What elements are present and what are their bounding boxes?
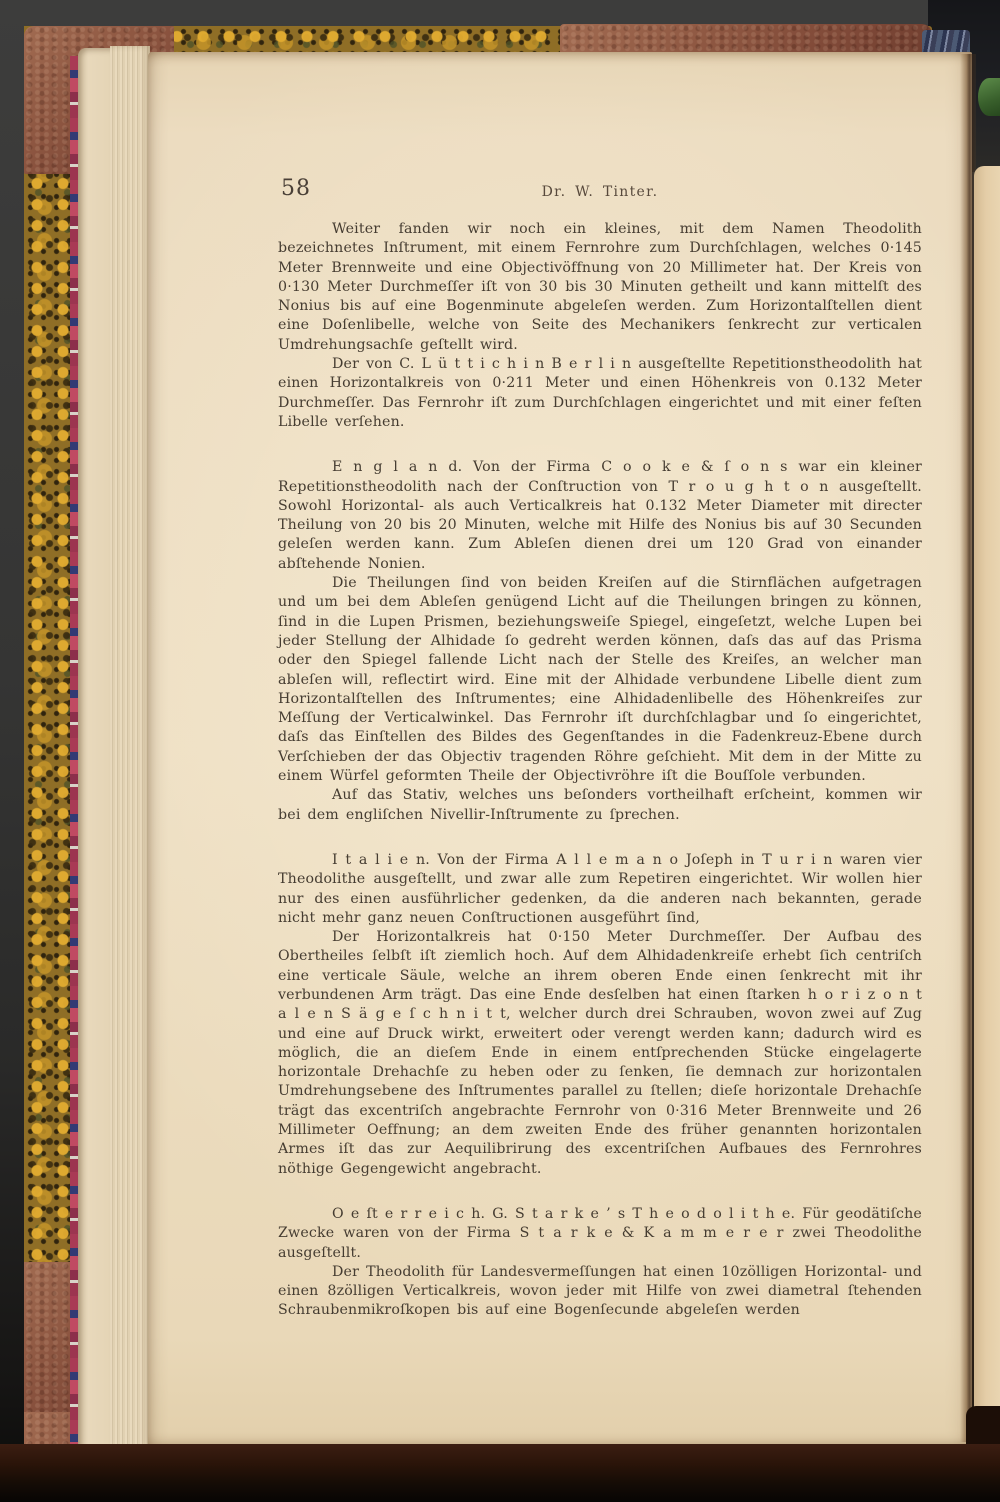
running-header: Dr. W. Tinter. [541, 184, 659, 200]
paragraph-england: E n g l a n d. Von der Firma C o o k e & ſ o n s war ein kleiner Repetitionstheodolith nach der Conſtruction von T r o u g h t o n ausgeſtellt. Sowohl Horizontal- als auch Verticalkreis hat 0.132 Meter Diameter mit directer Theilung von 20 bis 20 Minuten, welche mit Hilfe des Nonius bis auf 30 Secunden geleſen werden kann. Zum Ableſen dienen drei um 120 Grad von einander abſtehende Nonien. [278, 459, 922, 572]
paragraph: Die Theilungen ſind von beiden Kreiſen auf die Stirnflächen aufgetragen und um bei dem Ableſen genügend Licht auf die Theilungen bringen zu können, ſind in die Lupen Prismen, beziehungsweiſe Spiegel, eingeſetzt, welche Lupen bei jeder Stellung der Alhidade ſo gedreht werden können, daſs das auf das Prisma oder den Spiegel fallende Licht nach der Stelle des Kreiſes, an welcher man ableſen will, reflectirt wird. Eine mit der Alhidade verbundene Libelle dient zum Horizontalſtellen des Inſtrumentes; eine Alhidadenlibelle des Höhenkreiſes zur Meſſung der Verticalwinkel. Das Fernrohr iſt durchſchlagbar und ſo eingerichtet, daſs das Einſtellen des Bildes des Gegenſtandes in die Fadenkreuz-Ebene durch Verſchieben der das Objectiv tragenden Röhre geſchieht. Mit dem in der Mitte zu einem Würfel geformten Theile der Objectivröhre iſt die Bouſſole verbunden. [278, 575, 922, 785]
paragraph-oesterreich: O e ſt e r r e i c h. G. S t a r k e ’ s T h e o d o l i t h e. Für geodätiſche Zwecke waren von der Firma S t a r k e & K a m m e r e r zwei Theodolithe ausgeſtellt. [278, 1205, 922, 1261]
page-number: 58 [281, 176, 311, 201]
paragraph: Auf das Stativ, welches uns beſonders vortheilhaft erſcheint, kommen wir bei dem engliſchen Nivellir-Inſtrumente zu ſprechen. [278, 787, 922, 823]
green-bookmark-edge [978, 78, 1000, 116]
page-stack-fore-edge [110, 46, 150, 1456]
page-text [278, 220, 922, 1321]
paragraph: Weiter fanden wir noch ein kleines, mit dem Namen Theodolith bezeichnetes Inſtrument, mit einem Fernrohre zum Durchſchlagen, welches 0·145 Meter Brennweite und eine Objectivöffnung von 20 Millimeter hat. Der Kreis von 0·130 Meter Durchmeſſer iſt von 30 bis 30 Minuten getheilt und kann mittelſt des Nonius bis auf eine Bogenminute abgeleſen werden. Zum Horizontalſtellen dient eine Doſenlibelle, welche von Seite des Mechanikers ſenkrecht zur verticalen Umdrehungsachſe geſtellt wird. [278, 221, 922, 353]
paragraph: Der Theodolith für Landesvermeſſungen hat einen 10zölligen Horizontal- und einen 8zölligen Verticalkreis, wovon jeder mit Hilfe von zwei diametral ſtehenden Schraubenmikroſkopen bis auf eine Bogenſecunde abgeleſen werden [278, 1263, 922, 1319]
facing-page-edge [974, 166, 1000, 1434]
page-stack-edge [78, 48, 112, 1456]
book-page [148, 52, 972, 1448]
paragraph-italien: I t a l i e n. Von der Firma A l l e m a n o Joſeph in T u r i n waren vier Theodolithe ausgeſtellt, und zwar alle zum Repetiren eingerichtet. Wir wollen hier nur des einen ausführlicher gedenken, da die anderen nach bekannten, gerade nicht mehr ganz neuen Conſtructionen ausgeführt ſind, [278, 851, 922, 926]
paragraph: Der Horizontalkreis hat 0·150 Meter Durchmeſſer. Der Aufbau des Obertheiles ſelbſt iſt ziemlich hoch. Auf dem Alhidadenkreiſe erhebt ſich centriſch eine verticale Säule, welche an ihrem oberen Ende einen ſenkrecht mit ihr verbundenen Arm trägt. Das eine Ende desſelben hat einen ſtarken h o r i z o n t a l e n S ä g e ſ c h n i t t, welcher durch drei Schrauben, wovon zwei auf Zug und eine auf Druck wirkt, erweitert oder verengt werden kann; dadurch wird es möglich, die an dieſem Ende in einem entſprechenden Stücke eingelagerte horizontale Drehachſe zu heben oder zu ſenken, ſie demnach zur horizontalen Umdrehungsebene des Inſtrumentes parallel zu ſtellen; dieſe horizontale Drehachſe trägt das excentriſch angebrachte Fernrohr von 0·316 Meter Brennweite und 26 Millimeter Oeffnung; an dem zweiten Ende des früher genannten horizontalen Armes iſt das zur Aequilibrirung des excentriſchen Aufbaues des Fernrohres nöthige Gegengewicht angebracht. [278, 929, 922, 1177]
cover-edge-bottom [0, 1444, 1000, 1502]
paragraph: Der von C. L ü t t i c h i n B e r l i n ausgeſtellte Repetitionstheodolith hat einen Horizontalkreis von 0·211 Meter und einen Höhenkreis von 0.132 Meter Durchmeſſer. Das Fernrohr iſt zum Durchſchlagen eingerichtet und mit einer feſten Libelle verſehen. [278, 356, 922, 430]
